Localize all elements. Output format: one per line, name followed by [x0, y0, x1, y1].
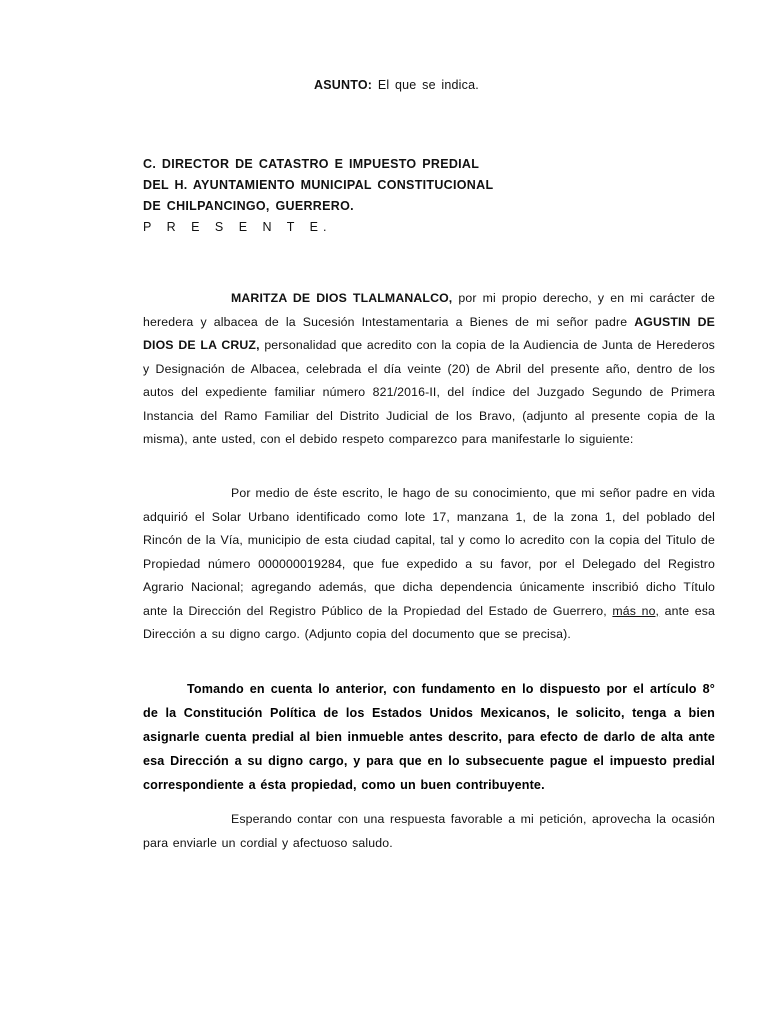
- subject-label: ASUNTO:: [314, 78, 373, 92]
- recipient-line-1: C. DIRECTOR DE CATASTRO E IMPUESTO PREDIAL: [143, 157, 480, 171]
- paragraph-facts-text-a: Por medio de éste escrito, le hago de su conocimiento, que mi señor padre en vida adquirió el Solar Urbano identificado como lote 17, manzana 1, de la zona 1, del poblado del Rincón de la Vía, municipio de esta ciudad capital, tal y como lo acredito con la copia del Titulo de Propiedad número 000000019284, que fue expedido a su favor, por el Delegado del Registro Agrario Nacional; agregando además, que dicha dependencia únicamente inscribió dicho Título ante la Dirección del Registro Público de la Propiedad del Estado de Guerrero,: [143, 486, 715, 618]
- paragraph-closing: [143, 808, 715, 855]
- father-name: AGUSTIN DE DIOS DE LA CRUZ,: [143, 314, 715, 352]
- underlined-text: más no,: [612, 603, 660, 618]
- paragraph-introduction: [143, 287, 715, 452]
- petitioner-name: MARITZA DE DIOS TLALMANALCO,: [231, 291, 453, 305]
- paragraph-request: [143, 677, 715, 797]
- paragraph-introduction-text-b: personalidad que acredito con la copia de la Audiencia de Junta de Herederos y Designación de Albacea, celebrada el día veinte (20) de Abril del presente año, dentro de los autos del expediente familiar número 821/2016-II, del índice del Juzgado Segundo de Primera Instancia del Ramo Familiar del Distrito Judicial de los Bravo, (adjunto al presente copia de la misma), ante usted, con el debido respeto comparezco para manifestarle lo siguiente:: [143, 338, 715, 446]
- recipient-presente: P R E S E N T E.: [143, 220, 332, 234]
- paragraph-facts-text-b: ante esa Dirección a su digno cargo. (Adjunto copia del documento que se precisa).: [143, 603, 716, 641]
- paragraph-introduction-text-a: por mi propio derecho, y en mi carácter de heredera y albacea de la Sucesión Intestamentaria a Bienes de mi señor padre: [143, 291, 716, 329]
- subject-text: El que se indica.: [377, 78, 479, 92]
- paragraph-closing-text: Esperando contar con una respuesta favorable a mi petición, aprovecha la ocasión para enviarle un cordial y afectuoso saludo.: [143, 812, 715, 850]
- paragraph-request-text: Tomando en cuenta lo anterior, con fundamento en lo dispuesto por el artículo 8° de la Constitución Política de los Estados Unidos Mexicanos, le solicito, tenga a bien asignarle cuenta predial al bien inmueble antes descrito, para efecto de darlo de alta ante esa Dirección a su digno cargo, y para que en lo subsecuente pague el impuesto predial correspondiente a ésta propiedad, como un buen contribuyente.: [143, 682, 715, 792]
- recipient-line-3: DE CHILPANCINGO, GUERRERO.: [143, 199, 354, 213]
- subject-line: [314, 78, 479, 92]
- paragraph-facts: [143, 482, 715, 647]
- recipient-block: [143, 154, 493, 238]
- recipient-line-2: DEL H. AYUNTAMIENTO MUNICIPAL CONSTITUCIONAL: [143, 178, 494, 192]
